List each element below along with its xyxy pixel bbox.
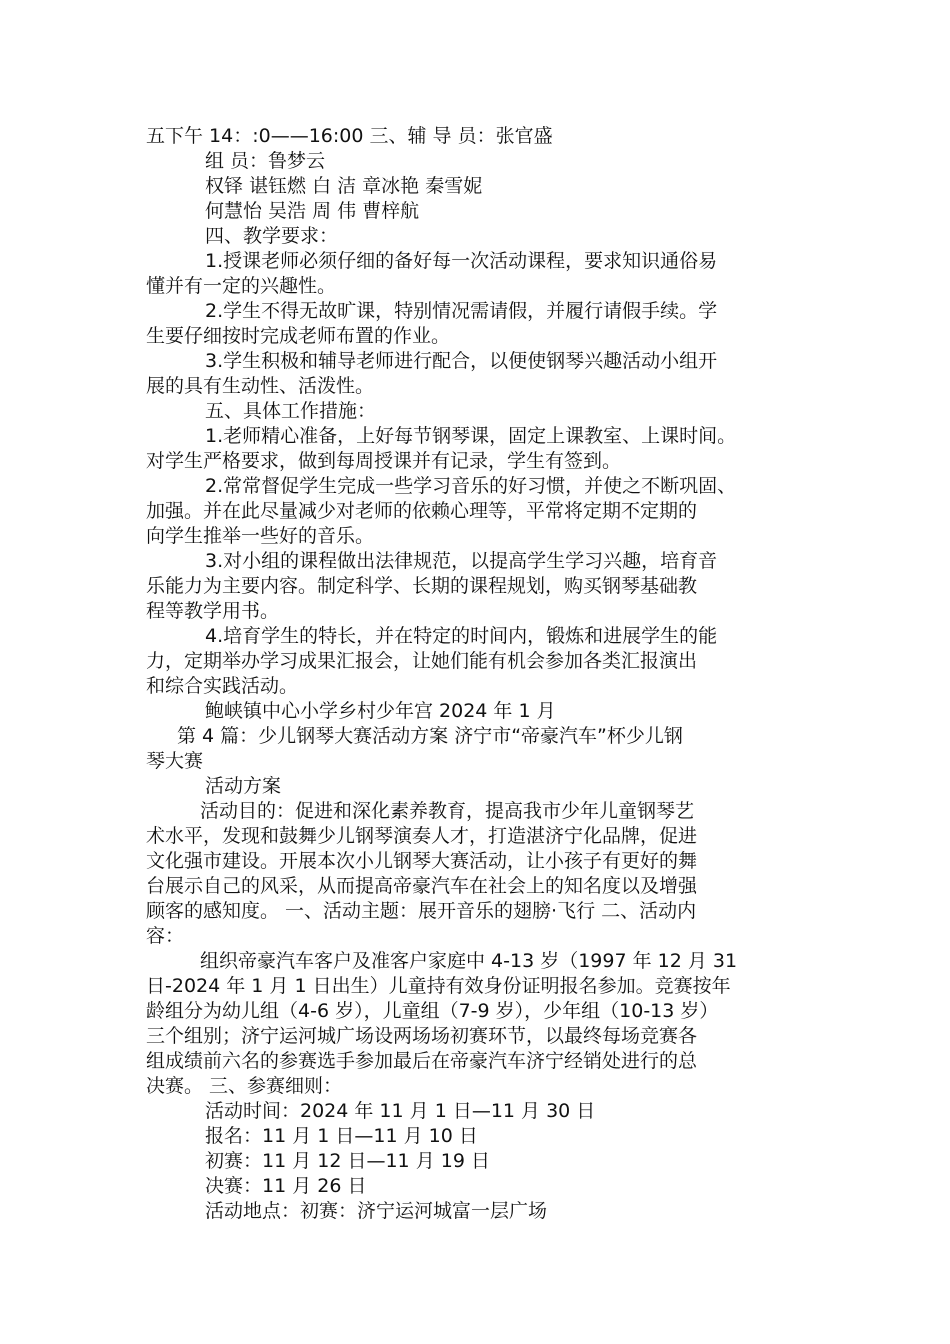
text-line: 活动地点：初赛：济宁运河城富一层广场	[205, 1200, 548, 1222]
text-line: 台展示自己的风采，从而提高帝豪汽车在社会上的知名度以及增强	[146, 875, 698, 897]
text-line: 组 员：鲁梦云	[205, 150, 326, 172]
text-line: 权铎 谌钰燃 白 洁 章冰艳 秦雪妮	[205, 175, 483, 197]
text-line: 顾客的感知度。 一、活动主题：展开音乐的翅膀·飞行 二、活动内	[146, 900, 697, 922]
text-line: 2.常常督促学生完成一些学习音乐的好习惯，并使之不断巩固、	[205, 475, 737, 497]
text-line: 乐能力为主要内容。制定科学、长期的课程规划，购买钢琴基础教	[146, 575, 698, 597]
text-line: 决赛。 三、参赛细则：	[146, 1075, 343, 1097]
text-line: 活动目的：促进和深化素养教育，提高我市少年儿童钢琴艺	[200, 800, 695, 822]
text-line: 组织帝豪汽车客户及准客户家庭中 4-13 岁（1997 年 12 月 31	[200, 950, 738, 972]
text-line: 生要仔细按时完成老师布置的作业。	[146, 325, 451, 347]
text-line: 容：	[146, 925, 185, 947]
text-line: 报名：11 月 1 日—11 月 10 日	[205, 1125, 478, 1147]
text-line: 展的具有生动性、活泼性。	[146, 375, 375, 397]
text-line: 向学生推举一些好的音乐。	[146, 525, 375, 547]
text-line: 2.学生不得无故旷课，特别情况需请假，并履行请假手续。学	[205, 300, 718, 322]
text-line: 程等教学用书。	[146, 600, 280, 622]
text-line: 力，定期举办学习成果汇报会，让她们能有机会参加各类汇报演出	[146, 650, 698, 672]
text-line: 1.老师精心准备，上好每节钢琴课，固定上课教室、上课时间。	[205, 425, 737, 447]
text-line: 对学生严格要求，做到每周授课并有记录，学生有签到。	[146, 450, 622, 472]
text-line: 3.学生积极和辅导老师进行配合，以便使钢琴兴趣活动小组开	[205, 350, 718, 372]
text-line: 和综合实践活动。	[146, 675, 299, 697]
text-line: 初赛：11 月 12 日—11 月 19 日	[205, 1150, 490, 1172]
text-line: 日-2024 年 1 月 1 日出生）儿童持有效身份证明报名参加。竞赛按年	[146, 975, 731, 997]
text-line: 龄组分为幼儿组（4-6 岁），儿童组（7-9 岁），少年组（10-13 岁）	[146, 1000, 719, 1022]
text-line: 1.授课老师必须仔细的备好每一次活动课程，要求知识通俗易	[205, 250, 718, 272]
article-title: 琴大赛	[146, 750, 204, 772]
section-heading: 五、具体工作措施：	[205, 400, 377, 422]
text-line: 4.培育学生的特长，并在特定的时间内，锻炼和进展学生的能	[205, 625, 718, 647]
text-line: 文化强市建设。开展本次小儿钢琴大赛活动，让小孩子有更好的舞	[146, 850, 698, 872]
text-line: 决赛：11 月 26 日	[205, 1175, 367, 1197]
text-line: 三个组别；济宁运河城广场设两场场初赛环节，以最终每场竞赛各	[146, 1025, 698, 1047]
text-line: 术水平，发现和鼓舞少儿钢琴演奏人才，打造湛济宁化品牌，促进	[146, 825, 698, 847]
text-line: 活动时间：2024 年 11 月 1 日—11 月 30 日	[205, 1100, 596, 1122]
article-title: 第 4 篇：少儿钢琴大赛活动方案 济宁市“帝豪汽车”杯少儿钢	[177, 725, 683, 747]
text-line: 懂并有一定的兴趣性。	[146, 275, 337, 297]
signature-line: 鲍峡镇中心小学乡村少年宫 2024 年 1 月	[205, 700, 556, 722]
section-heading: 活动方案	[205, 775, 282, 797]
text-line: 加强。并在此尽量减少对老师的依赖心理等，平常将定期不定期的	[146, 500, 698, 522]
text-line: 五下午 14：:0——16:00 三、辅 导 员：张官盛	[146, 125, 553, 147]
text-line: 何慧怡 吴浩 周 伟 曹梓航	[205, 200, 420, 222]
text-line: 组成绩前六名的参赛选手参加最后在帝豪汽车济宁经销处进行的总	[146, 1050, 698, 1072]
text-line: 3.对小组的课程做出法律规范，以提高学生学习兴趣，培育音	[205, 550, 718, 572]
section-heading: 四、教学要求：	[205, 225, 339, 247]
